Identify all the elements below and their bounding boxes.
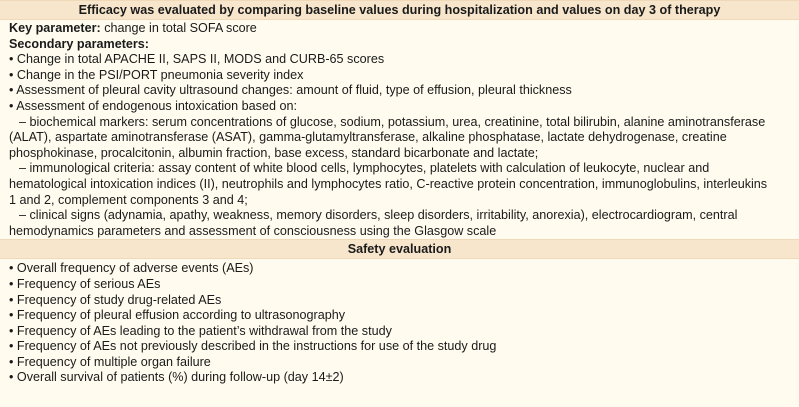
efficacy-body (0, 20, 799, 239)
safety-body (0, 259, 799, 386)
sub-item-line: – biochemical markers: serum concentrations of glucose, sodium, potassium, urea, creatinine, total bilirubin, alanine aminotransferase (19, 114, 766, 129)
sub-item-line: (ALAT), aspartate aminotransferase (ASAT), gamma-glutamyltransferase, alkaline phosphatase, lactate dehydrogenase, creatine (9, 130, 727, 145)
list-item: • Change in the PSI/PORT pneumonia severity index (9, 67, 304, 82)
list-item: • Frequency of serious AEs (9, 276, 161, 291)
list-item: • Frequency of pleural effusion according to ultrasonography (9, 308, 346, 323)
key-parameter-line (9, 21, 793, 37)
key-parameter-label: Key parameter: (9, 21, 101, 35)
sub-item-line: – clinical signs (adynamia, apathy, weakness, memory disorders, sleep disorders, irritability, anorexia), electrocardiogram, central (19, 208, 738, 223)
sub-item-line: 1 and 2, complement components 3 and 4; (9, 192, 248, 207)
list-item: • Overall frequency of adverse events (AEs) (9, 261, 254, 276)
list-item: • Frequency of multiple organ failure (9, 354, 211, 369)
list-item: • Change in total APACHE II, SAPS II, MODS and CURB-65 scores (9, 52, 385, 67)
sub-item-line: hemodynamics parameters and assessment of consciousness using the Glasgow scale (9, 223, 497, 238)
list-item: • Frequency of AEs leading to the patient’s withdrawal from the study (9, 323, 392, 338)
sub-item-line: phosphokinase, procalcitonin, albumin fraction, base excess, standard bicarbonate and lactate; (9, 145, 539, 160)
list-item: • Assessment of endogenous intoxication based on: (9, 98, 297, 113)
safety-header: Safety evaluation (0, 239, 799, 259)
list-item: • Frequency of study drug-related AEs (9, 292, 222, 307)
key-parameter-value: change in total SOFA score (104, 21, 257, 35)
list-item: • Assessment of pleural cavity ultrasound changes: amount of fluid, type of effusion, pleural thickness (9, 83, 572, 98)
sub-item-line: – immunological criteria: assay content of white blood cells, lymphocytes, platelets with calculation of leukocyte, nuclear and (19, 161, 710, 176)
sub-item-line: hematological intoxication indices (II), neutrophils and lymphocytes ratio, C-reactive protein concentration, immunoglobulins, interleukins (9, 176, 768, 191)
list-item: • Overall survival of patients (%) during follow-up (day 14±2) (9, 370, 344, 385)
efficacy-header: Efficacy was evaluated by comparing baseline values during hospitalization and values on day 3 of therapy (0, 0, 799, 20)
secondary-parameters-label: Secondary parameters: (9, 36, 149, 51)
list-item: • Frequency of AEs not previously described in the instructions for use of the study drug (9, 339, 497, 354)
